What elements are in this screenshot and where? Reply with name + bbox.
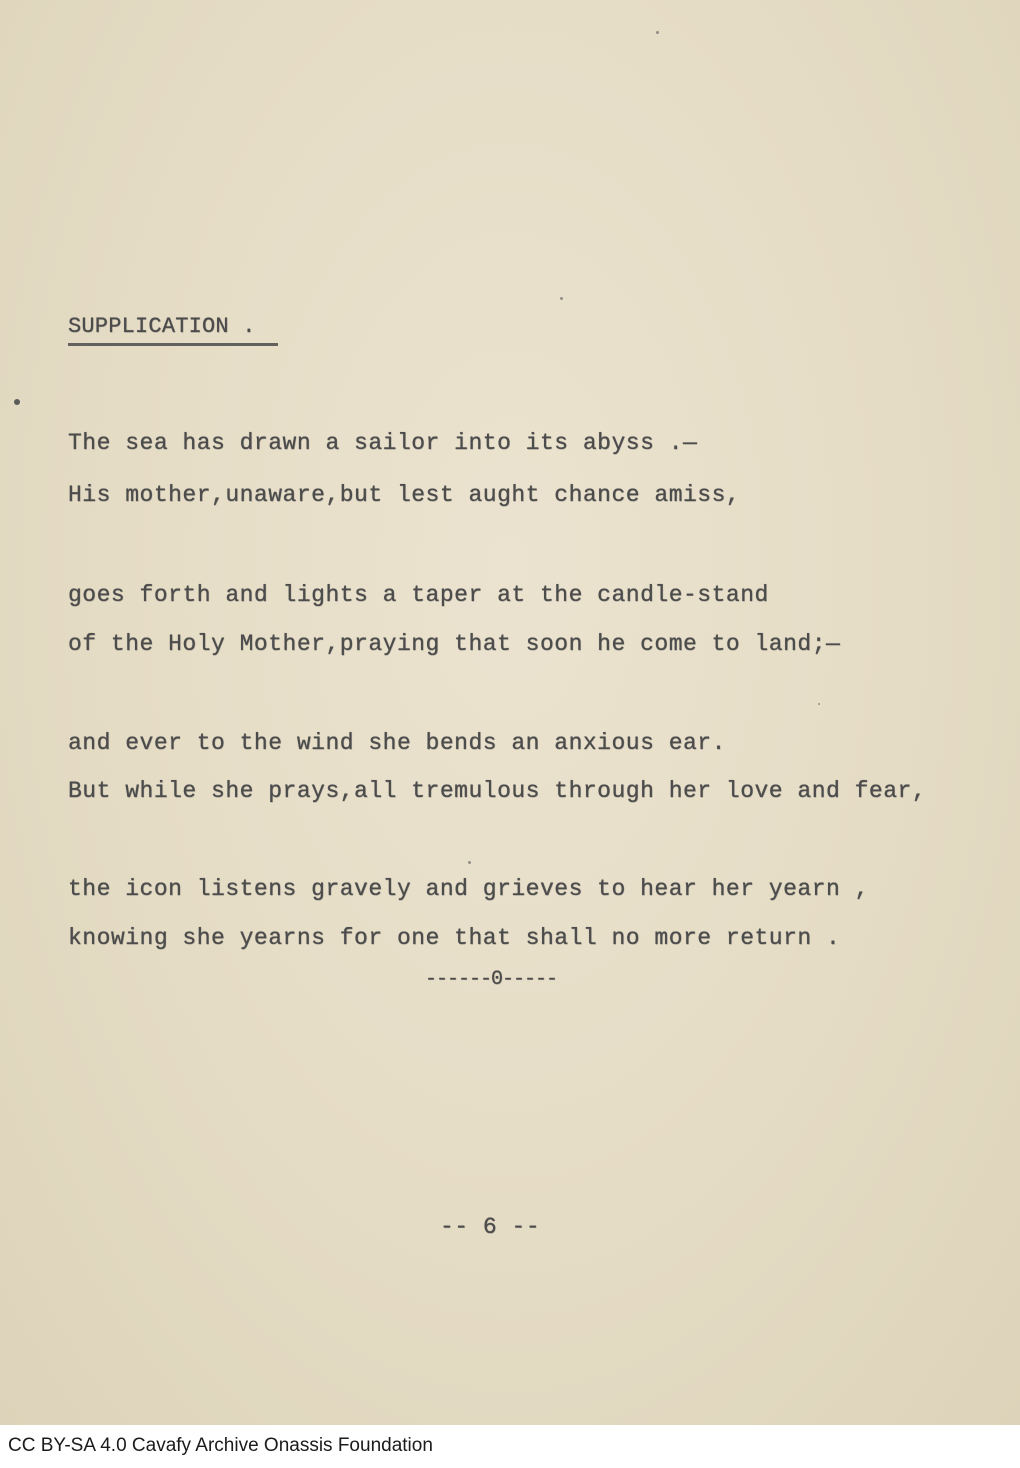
license-credit: CC BY-SA 4.0 Cavafy Archive Onassis Foundation (8, 1435, 433, 1456)
poem-line: The sea has drawn a sailor into its abyss .— (68, 430, 698, 456)
poem-line: the icon listens gravely and grieves to hear her yearn , (68, 876, 869, 902)
ink-speck (560, 297, 563, 300)
poem-line: and ever to the wind she bends an anxious ear. (68, 730, 726, 756)
ink-speck (656, 31, 659, 34)
title-underline (68, 343, 278, 346)
poem-line: But while she prays,all tremulous through her love and fear, (68, 778, 927, 804)
poem-line: knowing she yearns for one that shall no more return . (68, 925, 841, 951)
ink-speck (818, 703, 820, 705)
poem-line: of the Holy Mother,praying that soon he come to land;— (68, 631, 841, 657)
poem-line: goes forth and lights a taper at the candle-stand (68, 582, 769, 608)
ink-speck (468, 861, 471, 864)
poem-title: SUPPLICATION . (68, 314, 256, 339)
poem-line: His mother,unaware,but lest aught chance amiss, (68, 482, 741, 508)
end-mark: ------0----- (425, 968, 558, 991)
ink-speck (14, 399, 20, 405)
page-number: -- 6 -- (440, 1214, 541, 1240)
